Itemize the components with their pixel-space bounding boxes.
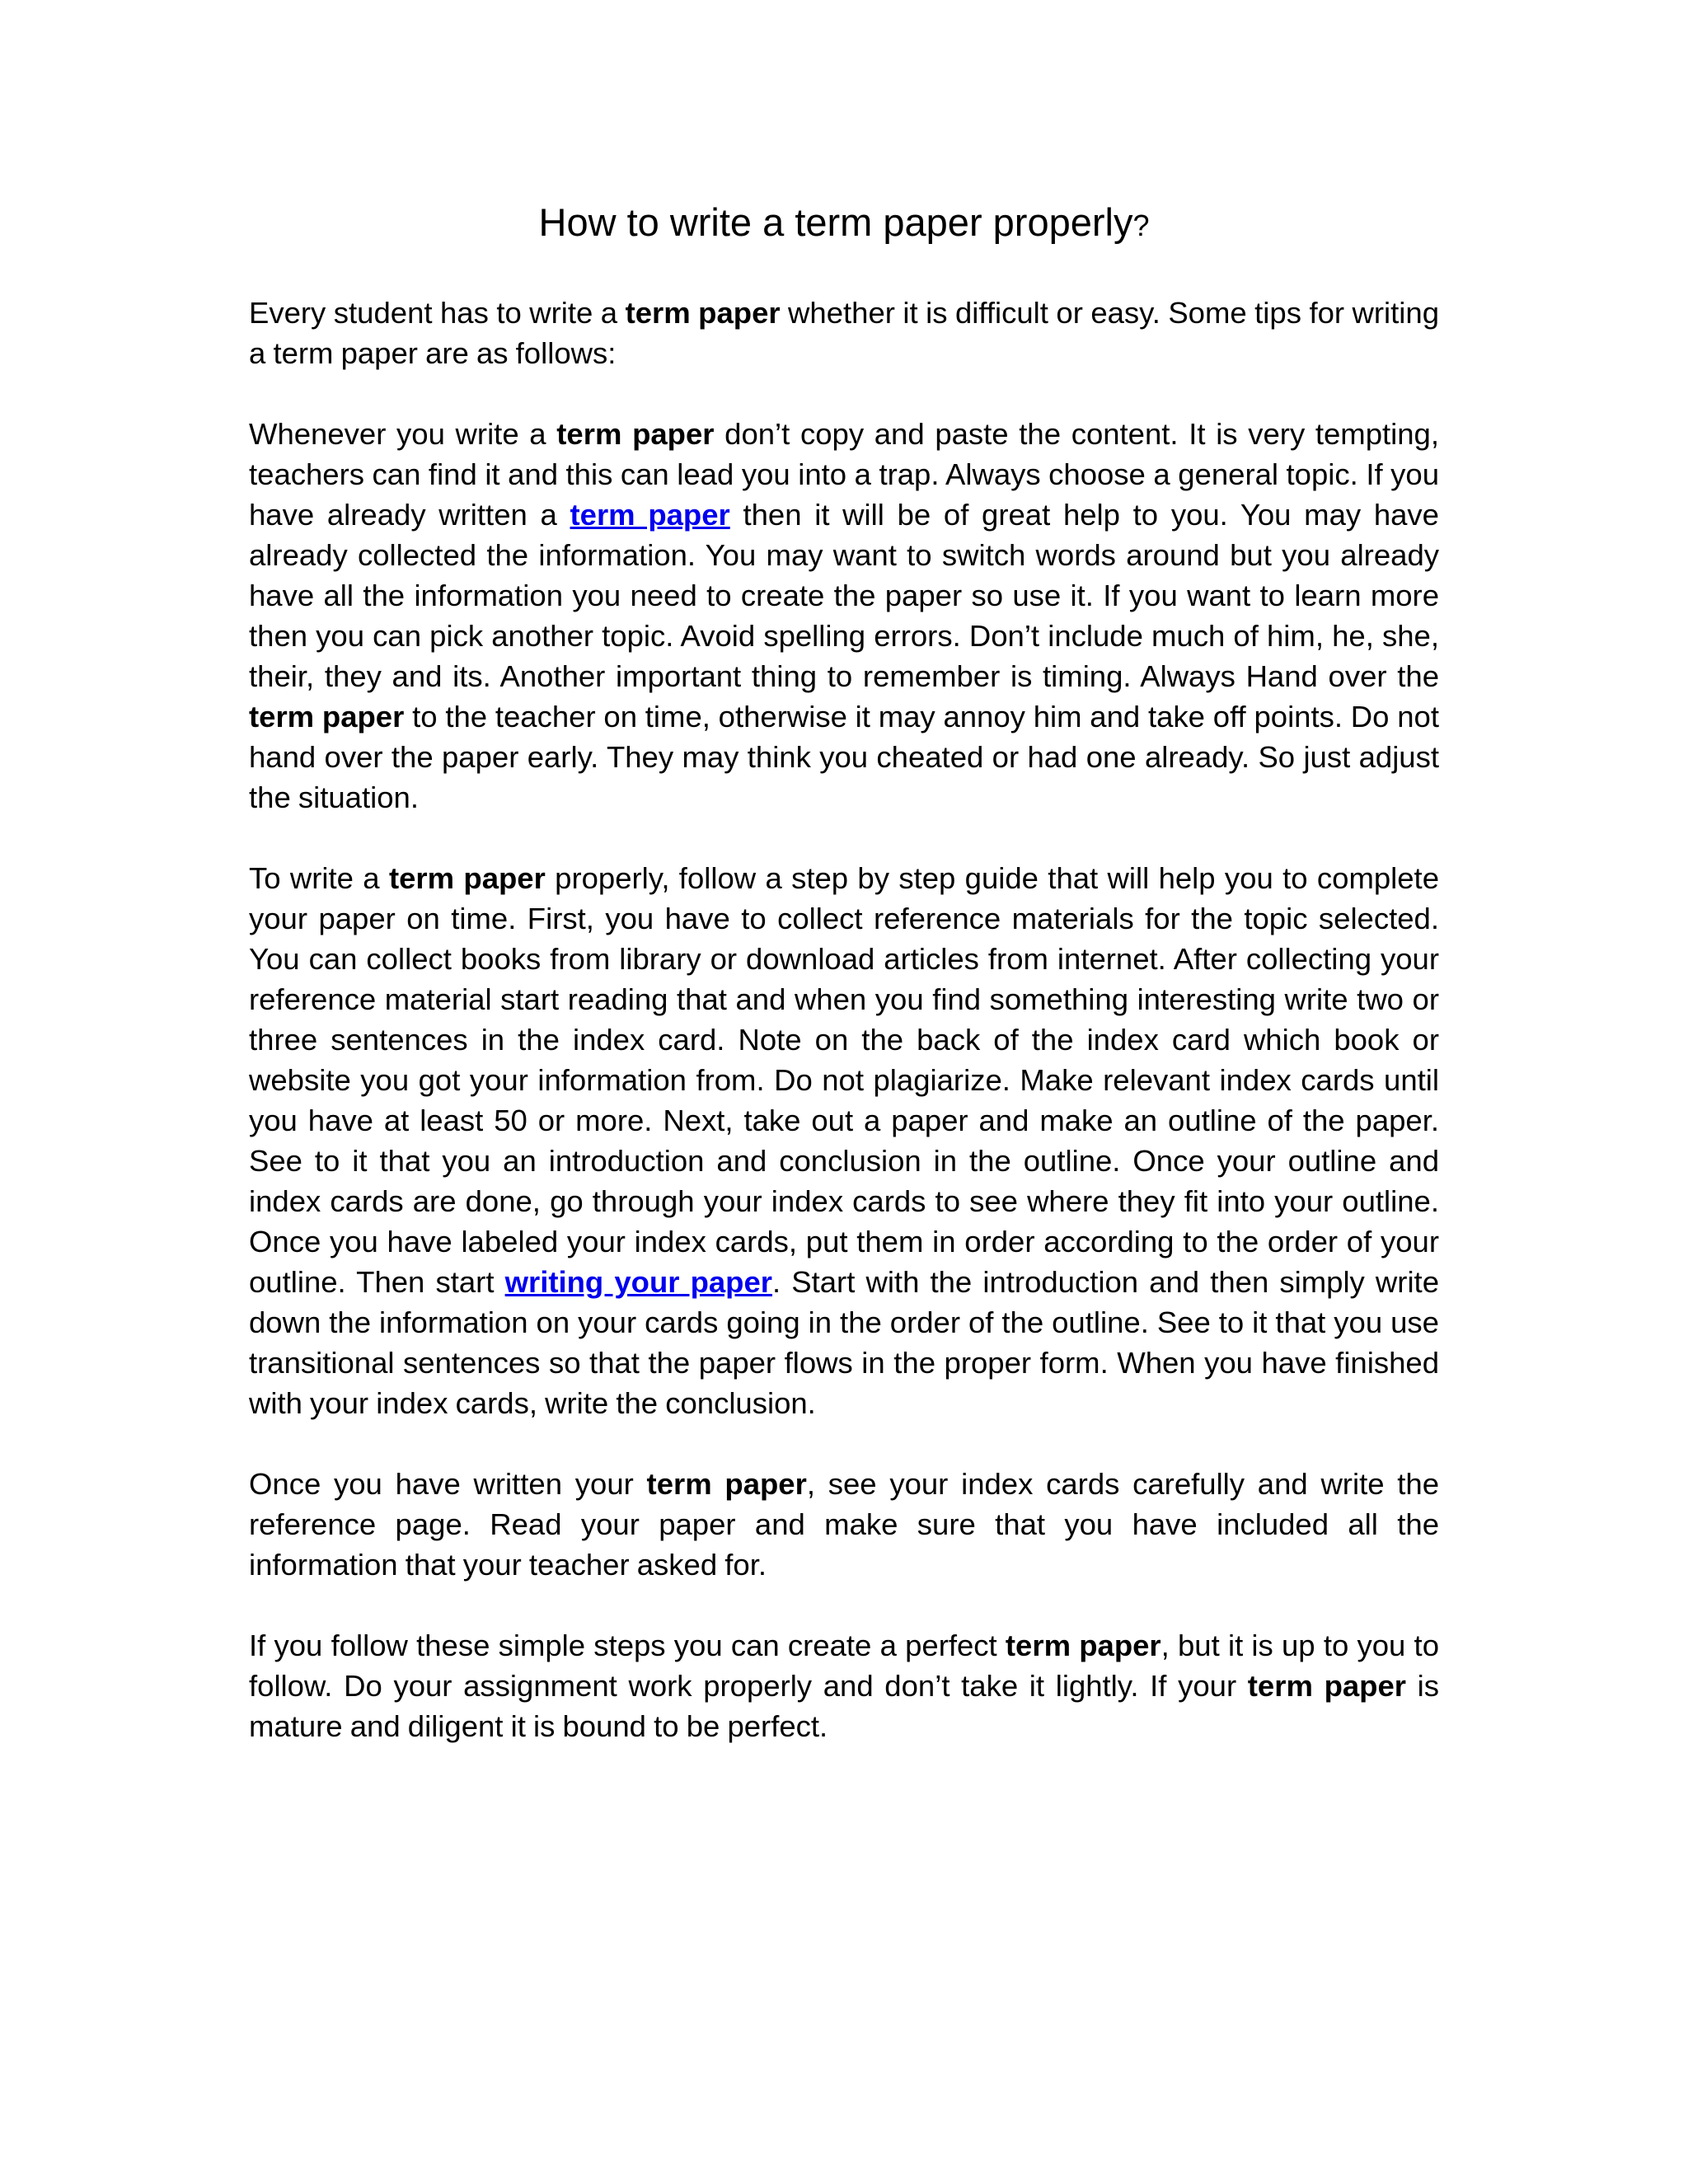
bold-keyword: term paper bbox=[249, 700, 405, 733]
paragraph-text: To write a bbox=[249, 861, 389, 895]
title-text: How to write a term paper properly bbox=[538, 200, 1133, 244]
paragraph-text: is mature and diligent it is bound to be perfect. bbox=[249, 1669, 1440, 1743]
bold-keyword: term paper bbox=[646, 1467, 807, 1501]
page-title bbox=[0, 198, 1688, 251]
paragraph-text: If you follow these simple steps you can create a perfect bbox=[249, 1629, 1006, 1662]
paragraph-text: don’t copy and paste the content. It is very tempting, teachers can find it and this can lead you into a trap. Always choose a general topic. If you have already written a bbox=[249, 417, 1439, 532]
paragraph-text: , see your index cards carefully and write the reference page. Read your paper and make sure that you have included all the information that your teacher asked for. bbox=[249, 1467, 1440, 1582]
paragraph-text: then it will be of great help to you. You may have already collected the information. You may want to switch words around but you already have all the information you need to create the paper so use it. If you want to learn more then you can pick another topic. Avoid spelling errors. Don’t include much of him, he, she, their, they and its. Another important thing to remember is timing. Always Hand over the bbox=[249, 498, 1439, 693]
bold-keyword: term paper bbox=[556, 417, 715, 451]
term-paper-link[interactable]: term paper bbox=[570, 498, 730, 532]
bold-keyword: term paper bbox=[625, 296, 781, 330]
bold-keyword: term paper bbox=[388, 861, 546, 895]
bold-keyword: term paper bbox=[1247, 1669, 1406, 1703]
paragraph-text: Every student has to write a bbox=[249, 296, 626, 330]
paragraph-text: Whenever you write a bbox=[249, 417, 557, 451]
paragraph-text: whether it is difficult or easy. Some tips for writing a term paper are as follows: bbox=[249, 296, 1440, 370]
paragraph-2 bbox=[249, 414, 1439, 818]
title-question-mark: ? bbox=[1132, 209, 1150, 242]
paragraph-4 bbox=[249, 1464, 1439, 1585]
paragraph-5 bbox=[249, 1625, 1439, 1746]
paragraph-text: to the teacher on time, otherwise it may annoy him and take off points. Do not hand over the paper early. They may think you cheated or had one already. So just adjust the situation. bbox=[249, 700, 1439, 814]
term-paper-link[interactable]: writing your paper bbox=[504, 1265, 772, 1299]
paragraph-text: properly, follow a step by step guide that will help you to complete your paper on time. First, you have to collect reference materials for the topic selected. You can collect books from library or download articles from internet. After collecting your reference material start reading that and when you find something interesting write two or three sentences in the index card. Note on the back of the index card which book or website you got your information from. Do not plagiarize. Make relevant index cards until you have at least 50 or more. Next, take out a paper and make an outline of the paper. See to it that you an introduction and conclusion in the outline. Once your outline and index cards are done, go through your index cards to see where they fit into your outline. Once you have labeled your index cards, put them in order according to the order of your outline. Then start bbox=[249, 861, 1439, 1299]
bold-keyword: term paper bbox=[1005, 1629, 1161, 1662]
paragraph-text: Once you have written your bbox=[249, 1467, 647, 1501]
document-body bbox=[249, 293, 1439, 1787]
paragraph-3 bbox=[249, 858, 1439, 1423]
paragraph-text: , but it is up to you to follow. Do your assignment work properly and don’t take it lightly. If your bbox=[249, 1629, 1439, 1703]
paragraph-text: . Start with the introduction and then simply write down the information on your cards going in the order of the outline. See to it that you use transitional sentences so that the paper flows in the proper form. When you have finished with your index cards, write the conclusion. bbox=[249, 1265, 1439, 1420]
paragraph-1 bbox=[249, 293, 1439, 373]
